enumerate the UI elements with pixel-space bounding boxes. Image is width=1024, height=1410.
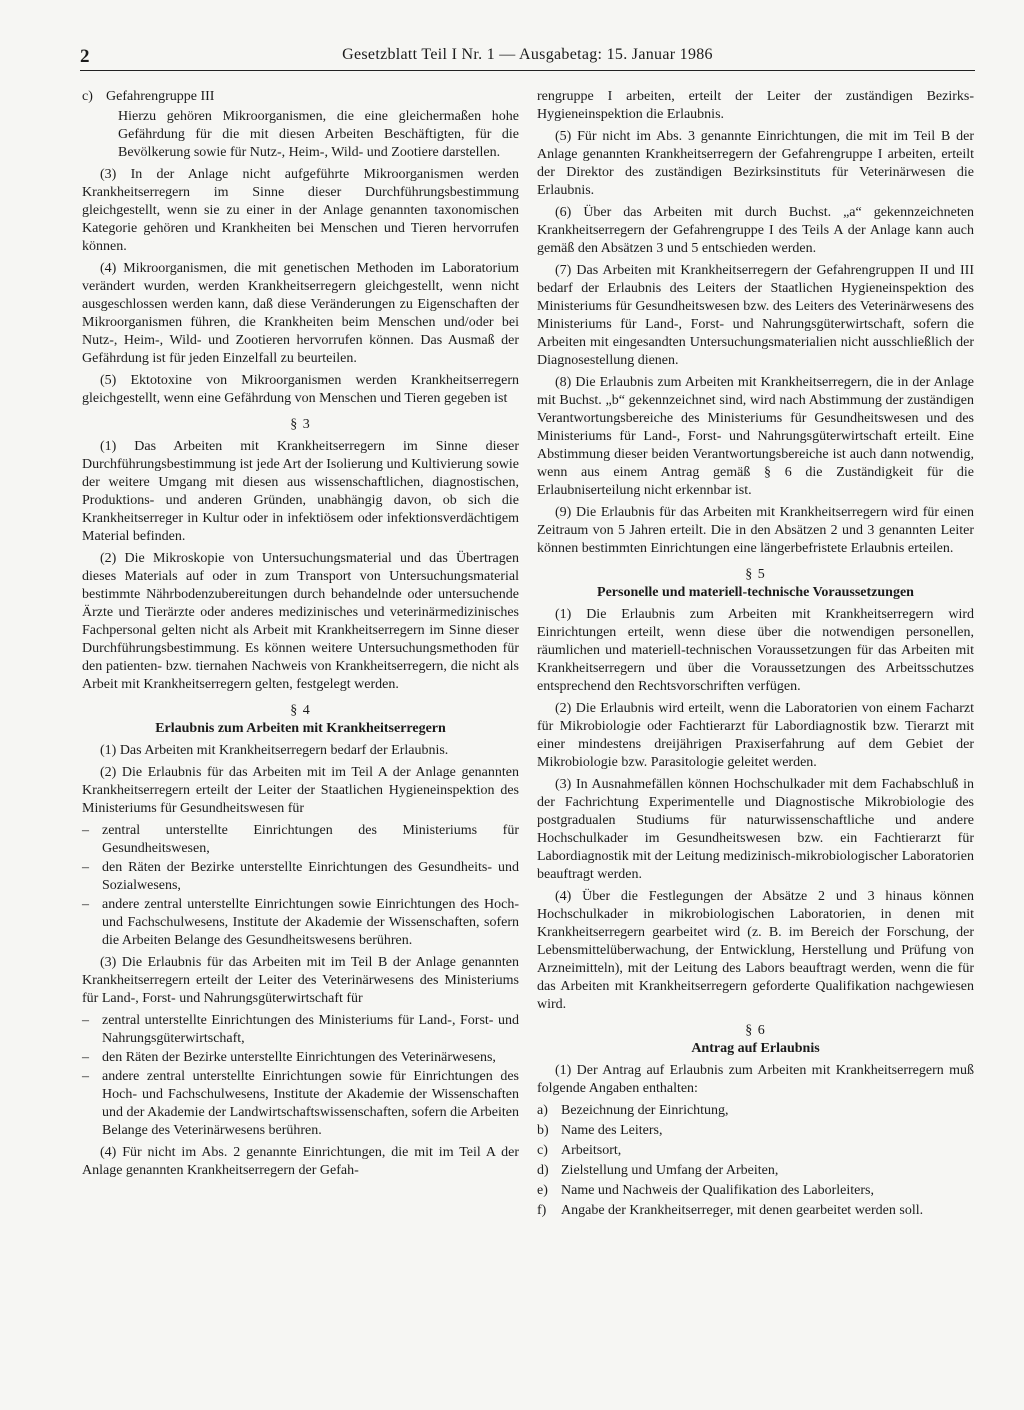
left-column — [82, 88, 519, 1184]
paragraph: (1) Der Antrag auf Erlaubnis zum Arbeiten mit Krankheitserregern muß folgende Angaben enthalten: — [537, 1063, 974, 1096]
header-title: Gesetzblatt Teil I Nr. 1 — Ausgabetag: 15. Januar 1986 — [342, 46, 713, 63]
dash-item: – andere zentral unterstellte Einrichtungen sowie für Einrichtungen des Hoch- und Fachschulwesens, Institute der Akademie der Wissenschaften und der Akademie der Landwirtschaftswissenschaften, sofern die Arbeiten Belange des Veterinärwesens berühren. — [82, 1069, 519, 1138]
dash-item: – den Räten der Bezirke unterstellte Einrichtungen des Veterinärwesens, — [82, 1049, 519, 1067]
page-header — [80, 46, 975, 71]
dash-item: – zentral unterstellte Einrichtungen des Ministeriums für Land-, Forst- und Nahrungsgüterwirtschaft, — [82, 1013, 519, 1046]
page-number: 2 — [80, 46, 90, 67]
item-text: Bezeichnung der Einrichtung, — [561, 1103, 729, 1118]
paragraph: (1) Die Erlaubnis zum Arbeiten mit Krankheitserregern wird Einrichtungen erteilt, wenn diese über die notwendigen personellen, räumlichen und materiell-technischen Voraussetzungen für das Arbeiten mit Krankheitserregern und über die Voraussetzungen des Arbeitsschutzes entsprechend den Rechtsvorschriften verfügen. — [537, 607, 974, 694]
list-item — [537, 1162, 974, 1180]
list-item — [537, 1142, 974, 1160]
paragraph: (1) Das Arbeiten mit Krankheitserregern im Sinne dieser Durchführungsbestimmung ist jede Art der Isolierung und Kultivierung sowie der weitere Umgang mit diesen aus wissenschaftlichen, diagnostischen, Produktions- und anderen Gründen, unabhängig davon, ob sich die Krankheitserreger in Kultur oder in infektiösem oder infektionsverdächtigem Material befinden. — [82, 439, 519, 544]
dash-item: – andere zentral unterstellte Einrichtungen sowie Einrichtungen des Hoch- und Fachschulwesens, Institute der Akademie der Wissenschaften, sofern die Arbeiten Belange des Gesundheitswesens berühren. — [82, 897, 519, 948]
section-number: § 3 — [290, 417, 311, 432]
dash-item: – den Räten der Bezirke unterstellte Einrichtungen des Gesundheits- und Sozialwesens, — [82, 860, 519, 893]
item-label: c) — [537, 1143, 548, 1158]
paragraph: (8) Die Erlaubnis zum Arbeiten mit Krankheitserregern, die in der Anlage mit Buchst. „b“ gekennzeichnet sind, wird nach Abstimmung der zuständigen Verantwortungsbereiche des Ministeriums für Gesundheitswesen und des Ministeriums für Land-, Forst- und Nahrungsgüterwirtschaft erteilt. Eine Abstimmung dieser beiden Verantwortungsbereiche ist auch dann notwendig, wenn aus einem Antrag gemäß § 6 die Zuständigkeit für die Erlaubniserteilung nicht erkennbar ist. — [537, 375, 974, 498]
dash-item-text: den Räten der Bezirke unterstellte Einrichtungen des Veterinärwesens, — [102, 1050, 496, 1065]
paragraph: rengruppe I arbeiten, erteilt der Leiter der zuständigen Bezirks-Hygieneinspektion die Erlaubnis. — [537, 89, 974, 122]
item-text: Zielstellung und Umfang der Arbeiten, — [561, 1163, 779, 1178]
paragraph: (5) Ektotoxine von Mikroorganismen werden Krankheitserregern gleichgestellt, wenn eine Gefährdung von Menschen und Tieren gegeben ist — [82, 373, 519, 406]
section-title: Antrag auf Erlaubnis — [691, 1041, 820, 1056]
dash-item-text: andere zentral unterstellte Einrichtungen sowie für Einrichtungen des Hoch- und Fachschulwesens, Institute der Akademie der Wissenschaften und der Akademie der Landwirtschaftswissenschaften, sofern die Arbeiten Belange des Veterinärwesens berühren. — [102, 1069, 519, 1138]
section-title: Erlaubnis zum Arbeiten mit Krankheitserregern — [155, 721, 446, 736]
paragraph: (4) Für nicht im Abs. 2 genannte Einrichtungen, die mit im Teil A der Anlage genannten Krankheitserregern der Gefah- — [82, 1145, 519, 1178]
paragraph: Hierzu gehören Mikroorganismen, die eine gleichermaßen hohe Gefährdung für die mit diesen Arbeiten Beschäftigten, für die Bevölkerung sowie für Nutz-, Heim-, Wild- und Zootiere darstellen. — [118, 109, 519, 160]
paragraph: (2) Die Erlaubnis für das Arbeiten mit im Teil A der Anlage genannten Krankheitserregern erteilt der Leiter der Staatlichen Hygieneinspektion des Ministeriums für Gesundheitswesen für — [82, 765, 519, 816]
dash-item-text: andere zentral unterstellte Einrichtungen sowie Einrichtungen des Hoch- und Fachschulwesens, Institute der Akademie der Wissenschaften, sofern die Arbeiten Belange des Gesundheitswesens berühren. — [102, 897, 519, 948]
paragraph: (2) Die Mikroskopie von Untersuchungsmaterial und das Übertragen dieses Materials auf oder in zum Transport von Untersuchungsmaterial bestimmte Nährbodenzubereitungen durch behandelnde oder untersuchende Ärzte und Tierärzte oder anderes medizinisches und veterinärmedizinisches Fachpersonal gelten nicht als Arbeit mit Krankheitserregern im Sinne dieser Durchführungsbestimmung. Es können weitere Untersuchungsmethoden für den patienten- bzw. tiernahen Nachweis von Krankheitserregern, die nicht als Arbeit mit Krankheitserregern gelten, festgelegt werden. — [82, 551, 519, 692]
paragraph: (6) Über das Arbeiten mit durch Buchst. „a“ gekennzeichneten Krankheitserregern der Gefahrengruppe I des Teils A der Anlage kann auch gemäß den Absätzen 3 und 5 entschieden werden. — [537, 205, 974, 256]
dash-item: – zentral unterstellte Einrichtungen des Ministeriums für Gesundheitswesen, — [82, 823, 519, 856]
section-title: Personelle und materiell-technische Voraussetzungen — [597, 585, 914, 600]
list-item — [82, 88, 519, 106]
section-number: § 4 — [290, 703, 311, 718]
section-heading — [82, 416, 519, 434]
paragraph: (3) Die Erlaubnis für das Arbeiten mit im Teil B der Anlage genannten Krankheitserregern erteilt der Leiter des Veterinärwesens des Ministeriums für Land-, Forst- und Nahrungsgüterwirtschaft für — [82, 955, 519, 1006]
dash-item-text: zentral unterstellte Einrichtungen des Ministeriums für Land-, Forst- und Nahrungsgüterwirtschaft, — [102, 1013, 519, 1046]
list-item — [537, 1182, 974, 1200]
item-label: c) — [82, 89, 93, 104]
section-number: § 6 — [745, 1023, 766, 1038]
item-label: f) — [537, 1203, 547, 1218]
item-text: Name und Nachweis der Qualifikation des Laborleiters, — [561, 1183, 874, 1198]
paragraph: (3) In der Anlage nicht aufgeführte Mikroorganismen werden Krankheitserregern im Sinne dieser Durchführungsbestimmung gleichgestellt, wenn sie zu einer in der Anlage genannten taxonomischen Kategorie gehören und Krankheiten bei Menschen und Tieren hervorrufen können. — [82, 167, 519, 254]
list-item — [537, 1122, 974, 1140]
section-heading — [82, 702, 519, 738]
right-column — [537, 88, 974, 1222]
paragraph: (1) Das Arbeiten mit Krankheitserregern bedarf der Erlaubnis. — [100, 743, 449, 758]
section-heading — [537, 566, 974, 602]
item-label: e) — [537, 1183, 548, 1198]
paragraph: (3) In Ausnahmefällen können Hochschulkader mit dem Fachabschluß in der Fachrichtung Experimentelle und Diagnostische Mikrobiologie des postgradualen Studiums für naturwissenschaftliche und andere Hochschulkader im Gesundheitswesen bzw. ein Fachtierarzt für Labordiagnostik mit der Leitung medizinisch-mikrobiologischer Laboratorien beauftragt werden. — [537, 777, 974, 882]
dash-item-text: zentral unterstellte Einrichtungen des Ministeriums für Gesundheitswesen, — [102, 823, 519, 856]
paragraph: (4) Über die Festlegungen der Absätze 2 und 3 hinaus können Hochschulkader in mikrobiologischen Laboratorien, in denen mit Krankheitserregern gearbeitet wird (z. B. im Bereich der Forschung, der Lebensmittelüberwachung, der Entwicklung, Herstellung und Prüfung von Arzneimitteln), mit der Leitung des Labors beauftragt werden, wenn die für das Arbeiten mit Krankheitserregern geforderte Qualifikation nachgewiesen wird. — [537, 889, 974, 1012]
dash-item-text: den Räten der Bezirke unterstellte Einrichtungen des Gesundheits- und Sozialwesens, — [102, 860, 519, 893]
item-text: Name des Leiters, — [561, 1123, 663, 1138]
item-title: Gefahrengruppe III — [106, 89, 215, 104]
item-label: d) — [537, 1163, 549, 1178]
paragraph: (7) Das Arbeiten mit Krankheitserregern der Gefahrengruppen II und III bedarf der Erlaubnis des Leiters der Staatlichen Hygieneinspektion des Ministeriums für Gesundheitswesen bzw. des Leiters des Veterinärwesens des Ministeriums für Land-, Forst- und Nahrungsgüterwirtschaft, sofern die Arbeiten mit eingesandten Untersuchungsmaterialien nicht ausschließlich der Diagnosestellung dienen. — [537, 263, 974, 368]
paragraph: (4) Mikroorganismen, die mit genetischen Methoden im Laboratorium verändert wurden, werden Krankheitserregern gleichgestellt, wenn nicht ausgeschlossen werden kann, daß diese Veränderungen zu Eigenschaften der Mikroorganismen führen, die Krankheiten beim Menschen und/oder bei Nutz-, Heim-, Wild- und Zootieren hervorrufen können. Das Ausmaß der Gefährdung ist für jeden Einzelfall zu beurteilen. — [82, 261, 519, 366]
section-heading — [537, 1022, 974, 1058]
item-label: a) — [537, 1103, 548, 1118]
item-text: Angabe der Krankheitserreger, mit denen gearbeitet werden soll. — [561, 1203, 924, 1218]
item-text: Arbeitsort, — [561, 1143, 622, 1158]
item-label: b) — [537, 1123, 549, 1138]
list-item — [537, 1202, 974, 1220]
paragraph: (2) Die Erlaubnis wird erteilt, wenn die Laboratorien von einem Facharzt für Mikrobiologie oder Fachtierarzt für Labordiagnostik bzw. Tierarzt mit einer mindestens dreijährigen Praxiserfahrung auf dem Gebiet der Mikrobiologie bzw. Parasitologie geleitet werden. — [537, 701, 974, 770]
section-number: § 5 — [745, 567, 766, 582]
list-item — [537, 1102, 974, 1120]
paragraph: (9) Die Erlaubnis für das Arbeiten mit Krankheitserregern wird für einen Zeitraum von 5 Jahren erteilt. Die in den Absätzen 2 und 3 genannten Leiter können bestimmten Einrichtungen eine längerbefristete Erlaubnis erteilen. — [537, 505, 974, 556]
paragraph: (5) Für nicht im Abs. 3 genannte Einrichtungen, die mit im Teil B der Anlage genannten Krankheitserregern der Gefahrengruppe I arbeiten, erteilt der Direktor des zuständigen Bezirksinstituts für Veterinärwesen die Erlaubnis. — [537, 129, 974, 198]
